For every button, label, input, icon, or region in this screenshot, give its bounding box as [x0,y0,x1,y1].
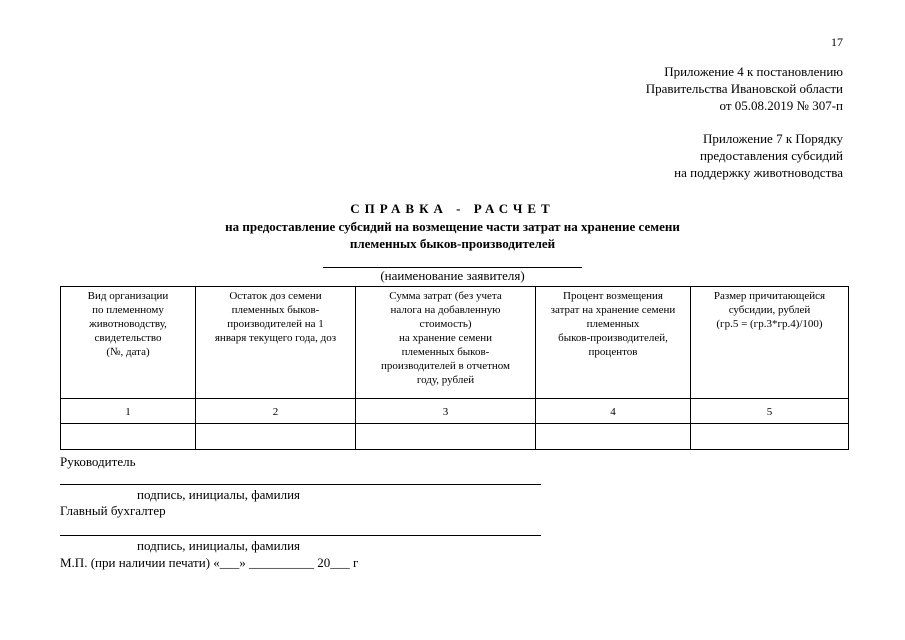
page-number: 17 [831,35,843,49]
data-entry-row [61,424,849,450]
appendix-4-line-2: Правительства Ивановской области [645,81,843,96]
table-header-row [61,287,849,399]
column-number-2: 2 [196,399,356,424]
data-cell-4[interactable] [536,424,691,450]
column-number-row [61,399,849,424]
head-signature-line[interactable] [60,484,541,485]
document-subtitle-line-1: на предоставление субсидий на возмещение части затрат на хранение семени [225,219,680,234]
appendix-7-line-3: на поддержку животноводства [674,165,843,180]
appendix-7-line-1: Приложение 7 к Порядку [703,131,843,146]
appendix-4-line-1: Приложение 4 к постановлению [664,64,843,79]
data-cell-1[interactable] [61,424,196,450]
data-cell-5[interactable] [691,424,849,450]
appendix-4-header [520,63,843,114]
header-cell-3: Сумма затрат (без учета налога на добавленную стоимость) на хранение семени племенных быков- производителей в отчетном году, рублей [356,287,536,399]
document-subtitle-line-2: племенных быков-производителей [349,236,556,251]
column-number-3: 3 [356,399,536,424]
accountant-signature-line[interactable] [60,535,541,536]
header-cell-4: Процент возмещения затрат на хранение семени племенных быков-производителей, процентов [536,287,691,399]
calculation-table [60,286,849,450]
data-cell-2[interactable] [196,424,356,450]
applicant-name-caption: (наименование заявителя) [380,268,525,283]
head-signature-caption: подпись, инициалы, фамилия [137,487,301,502]
appendix-4-line-3: от 05.08.2019 № 307-п [719,98,843,113]
header-cell-5: Размер причитающейся субсидии, рублей (гр.5 = (гр.3*гр.4)/100) [691,287,849,399]
data-cell-3[interactable] [356,424,536,450]
appendix-7-line-2: предоставления субсидий [699,148,843,163]
head-label: Руководитель [60,454,136,469]
stamp-date-line: М.П. (при наличии печати) «___» __________ 20___ г [60,555,359,570]
header-cell-2: Остаток доз семени племенных быков- производителей на 1 января текущего года, доз [196,287,356,399]
column-number-1: 1 [61,399,196,424]
accountant-signature-caption: подпись, инициалы, фамилия [137,538,301,553]
header-cell-1: Вид организации по племенному животноводству, свидетельство (№, дата) [61,287,196,399]
column-number-4: 4 [536,399,691,424]
accountant-label: Главный бухгалтер [60,503,166,518]
document-title: СПРАВКА - РАСЧЕТ [350,201,555,216]
appendix-7-header [520,130,843,181]
column-number-5: 5 [691,399,849,424]
